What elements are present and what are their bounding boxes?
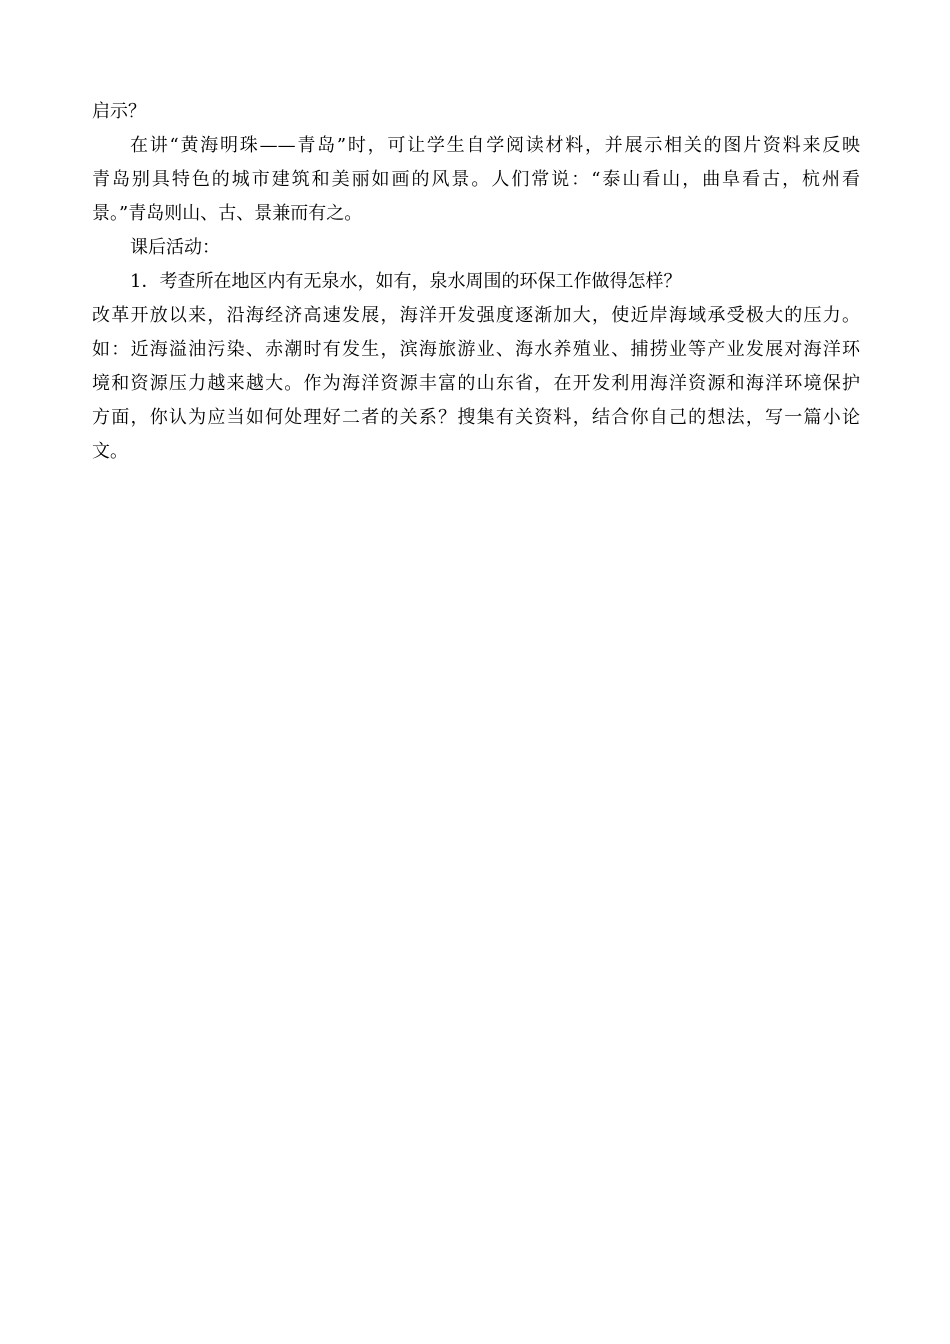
text-line-4: 景。”青岛则山、古、景兼而有之。	[92, 203, 363, 224]
text-line-6: 1．考查所在地区内有无泉水，如有，泉水周围的环保工作做得怎样？	[130, 271, 682, 292]
document-body	[92, 95, 860, 469]
text-line-2: 在讲“黄海明珠——青岛”时，可让学生自学阅读材料，并展示相关的图片资料来反映	[130, 135, 860, 156]
text-line-7: 改革开放以来，沿海经济高速发展，海洋开发强度逐渐加大，使近岸海域承受极大的压力。	[92, 305, 860, 326]
text-line-1: 启示？	[92, 101, 146, 122]
text-line-11: 文。	[92, 441, 128, 462]
text-line-5: 课后活动：	[130, 237, 220, 258]
text-line-9: 境和资源压力越来越大。作为海洋资源丰富的山东省，在开发利用海洋资源和海洋环境保护	[92, 373, 860, 394]
text-line-10: 方面，你认为应当如何处理好二者的关系？搜集有关资料，结合你自己的想法，写一篇小论	[92, 407, 860, 428]
text-line-3: 青岛别具特色的城市建筑和美丽如画的风景。人们常说：“泰山看山，曲阜看古，杭州看	[92, 169, 860, 190]
text-line-8: 如：近海溢油污染、赤潮时有发生，滨海旅游业、海水养殖业、捕捞业等产业发展对海洋环	[92, 339, 860, 360]
